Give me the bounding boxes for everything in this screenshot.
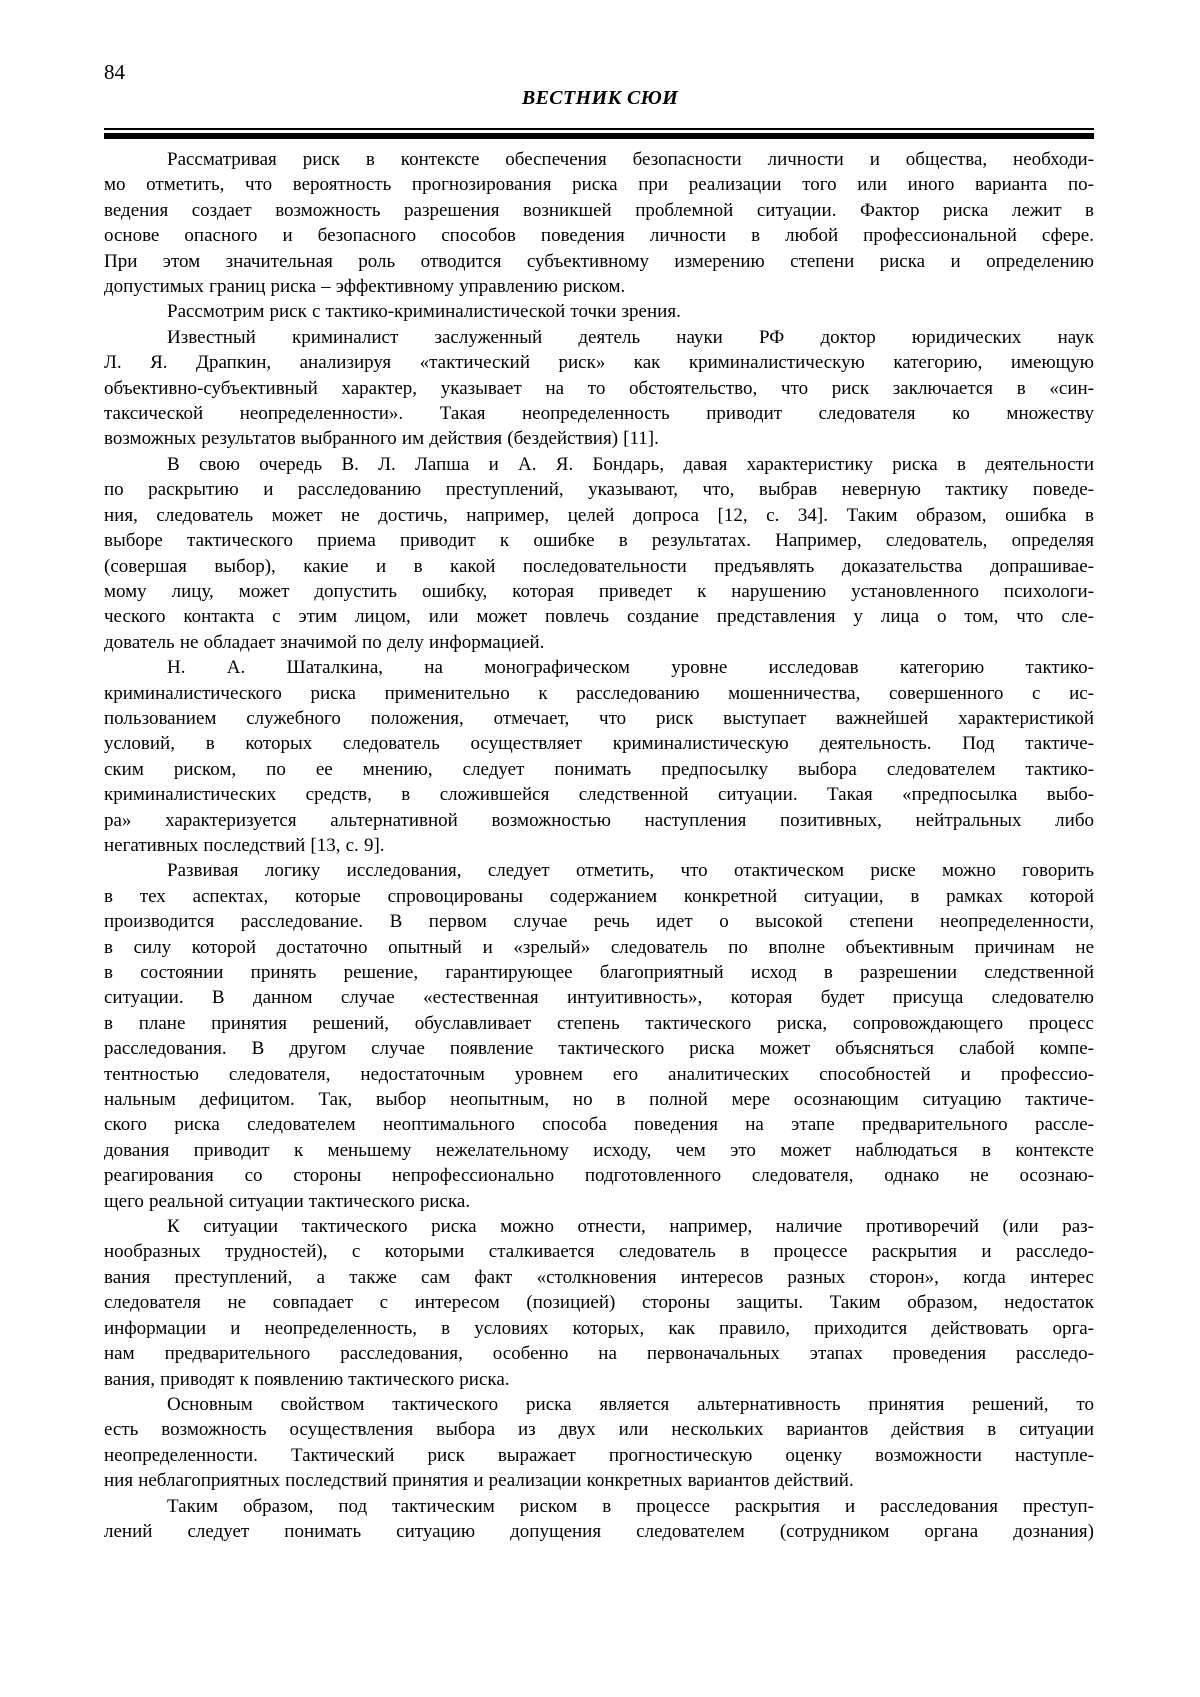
text-line: Рассмотрим риск с тактико-криминалистической точки зрения. bbox=[167, 301, 681, 323]
text-line: возможных результатов выбранного им действия (бездействия) [11]. bbox=[104, 428, 659, 450]
text-line: щего реальной ситуации тактического риска. bbox=[104, 1190, 471, 1212]
header-rule-thin bbox=[104, 128, 1094, 130]
text-line: ра» характеризуется альтернативной возможностью наступления позитивных, нейтральных либо bbox=[104, 809, 1094, 831]
paragraph bbox=[104, 858, 1094, 1214]
text-line: нообразных трудностей), с которыми сталкивается следователь в процессе раскрытия и расследо- bbox=[104, 1241, 1094, 1263]
text-line: в плане принятия решений, обуславливает степень тактического риска, сопровождающего процесс bbox=[104, 1012, 1094, 1034]
text-line: в силу которой достаточно опытный и «зрелый» следователь по вполне объективным причинам не bbox=[104, 936, 1094, 958]
text-line: (совершая выбор), какие и в какой последовательности предъявлять доказательства допрашивае- bbox=[104, 555, 1094, 577]
text-line: тентностью следователя, недостаточным уровнем его аналитических способностей и профессио- bbox=[104, 1063, 1094, 1085]
text-line: пользованием служебного положения, отмечает, что риск выступает важнейшей характеристикой bbox=[104, 707, 1094, 729]
text-line: неопределенности. Тактический риск выражает прогностическую оценку возможности наступле- bbox=[104, 1444, 1094, 1466]
text-line: Таким образом, под тактическим риском в процессе раскрытия и расследования преступ- bbox=[167, 1495, 1094, 1517]
text-line: нальным дефицитом. Так, выбор неопытным, но в полной мере осознающим ситуацию тактиче- bbox=[104, 1089, 1094, 1111]
text-line: ского риска следователем неоптимального способа поведения на этапе предварительного рассле- bbox=[104, 1114, 1094, 1136]
paragraph bbox=[104, 1214, 1094, 1392]
text-line: Развивая логику исследования, следует отметить, что отактическом риске можно говорить bbox=[167, 860, 1094, 882]
text-line: информации и неопределенность, в условиях которых, как правило, приходится действовать орга- bbox=[104, 1317, 1094, 1339]
text-line: ведения создает возможность разрешения возникшей проблемной ситуации. Фактор риска лежит в bbox=[104, 199, 1094, 221]
text-line: негативных последствий [13, с. 9]. bbox=[104, 834, 385, 856]
paragraph bbox=[104, 1494, 1094, 1545]
text-line: вания, приводят к появлению тактического риска. bbox=[104, 1368, 510, 1390]
header-rule-thick bbox=[104, 133, 1094, 139]
text-line: таксической неопределенности». Такая неопределенность приводит следователя ко множеству bbox=[104, 403, 1094, 425]
text-line: мому лицу, может допустить ошибку, которая приведет к нарушению установленного психологи- bbox=[104, 580, 1094, 602]
text-line: производится расследование. В первом случае речь идет о высокой степени неопределенности, bbox=[104, 911, 1094, 933]
text-line: мо отметить, что вероятность прогнозирования риска при реализации того или иного варианта по- bbox=[104, 174, 1094, 196]
text-line: условий, в которых следователь осуществляет криминалистическую деятельность. Под тактиче- bbox=[104, 733, 1094, 755]
text-line: криминалистических средств, в сложившейся следственной ситуации. Такая «предпосылка выбо- bbox=[104, 784, 1094, 806]
text-line: ния неблагоприятных последствий принятия и реализации конкретных вариантов действий. bbox=[104, 1470, 854, 1492]
text-line: ситуации. В данном случае «естественная интуитивность», которая будет присуща следователю bbox=[104, 987, 1094, 1009]
text-line: Основным свойством тактического риска является альтернативность принятия решений, то bbox=[167, 1393, 1094, 1415]
text-line: ческого контакта с этим лицом, или может повлечь создание представления у лица о том, что сле- bbox=[104, 606, 1094, 628]
text-line: Н. А. Шаталкина, на монографическом уровне исследовав категорию тактико- bbox=[167, 657, 1094, 679]
text-line: дователь не обладает значимой по делу информацией. bbox=[104, 631, 545, 653]
paragraph bbox=[104, 299, 1094, 324]
text-line: реагирования со стороны непрофессионально подготовленного следователя, однако не осознаю- bbox=[104, 1165, 1094, 1187]
text-line: ским риском, по ее мнению, следует понимать предпосылку выбора следователем тактико- bbox=[104, 758, 1094, 780]
text-line: лений следует понимать ситуацию допущения следователем (сотрудником органа дознания) bbox=[104, 1520, 1094, 1542]
text-line: выборе тактического приема приводит к ошибке в результатах. Например, следователь, определяя bbox=[104, 530, 1094, 552]
text-line: есть возможность осуществления выбора из двух или нескольких вариантов действия в ситуации bbox=[104, 1419, 1094, 1441]
text-line: основе опасного и безопасного способов поведения личности в любой профессиональной сфере. bbox=[104, 225, 1094, 247]
paragraph bbox=[104, 655, 1094, 858]
text-line: нам предварительного расследования, особенно на первоначальных этапах проведения расследо- bbox=[104, 1343, 1094, 1365]
text-line: объективно-субъективный характер, указывает на то обстоятельство, что риск заключается в «син- bbox=[104, 377, 1094, 399]
text-line: Известный криминалист заслуженный деятель науки РФ доктор юридических наук bbox=[167, 326, 1094, 348]
text-line: К ситуации тактического риска можно отнести, например, наличие противоречий (или раз- bbox=[167, 1216, 1094, 1238]
paragraph bbox=[104, 1392, 1094, 1494]
text-line: В свою очередь В. Л. Лапша и А. Я. Бондарь, давая характеристику риска в деятельности bbox=[167, 453, 1094, 475]
paragraph bbox=[104, 452, 1094, 655]
article-body bbox=[104, 147, 1094, 1544]
text-line: по раскрытию и расследованию преступлений, указывают, что, выбрав неверную тактику поведе- bbox=[104, 479, 1094, 501]
text-line: следователя не совпадает с интересом (позицией) стороны защиты. Таким образом, недостаток bbox=[104, 1292, 1094, 1314]
text-line: в тех аспектах, которые спровоцированы содержанием конкретной ситуации, в рамках которой bbox=[104, 885, 1094, 907]
text-line: расследования. В другом случае появление тактического риска может объясняться слабой компе- bbox=[104, 1038, 1094, 1060]
text-line: криминалистического риска применительно к расследованию мошенничества, совершенного с ис- bbox=[104, 682, 1094, 704]
journal-header-title: ВЕСТНИК СЮИ bbox=[521, 87, 679, 109]
text-line: При этом значительная роль отводится субъективному измерению степени риска и определению bbox=[104, 250, 1094, 272]
text-line: Л. Я. Драпкин, анализируя «тактический риск» как криминалистическую категорию, имеющую bbox=[104, 352, 1094, 374]
text-line: ния, следователь может не достичь, например, целей допроса [12, с. 34]. Таким образом, ошибка в bbox=[104, 504, 1094, 526]
text-line: дования приводит к меньшему нежелательному исходу, чем это может наблюдаться в контексте bbox=[104, 1139, 1094, 1161]
paragraph bbox=[104, 325, 1094, 452]
text-line: в состоянии принять решение, гарантирующее благоприятный исход в разрешении следственной bbox=[104, 962, 1094, 983]
text-line: допустимых границ риска – эффективному управлению риском. bbox=[104, 276, 626, 298]
page-number: 84 bbox=[104, 60, 125, 84]
text-line: вания преступлений, а также сам факт «столкновения интересов разных сторон», когда интерес bbox=[104, 1266, 1094, 1288]
text-line: Рассматривая риск в контексте обеспечения безопасности личности и общества, необходи- bbox=[167, 149, 1094, 170]
paragraph bbox=[104, 147, 1094, 299]
